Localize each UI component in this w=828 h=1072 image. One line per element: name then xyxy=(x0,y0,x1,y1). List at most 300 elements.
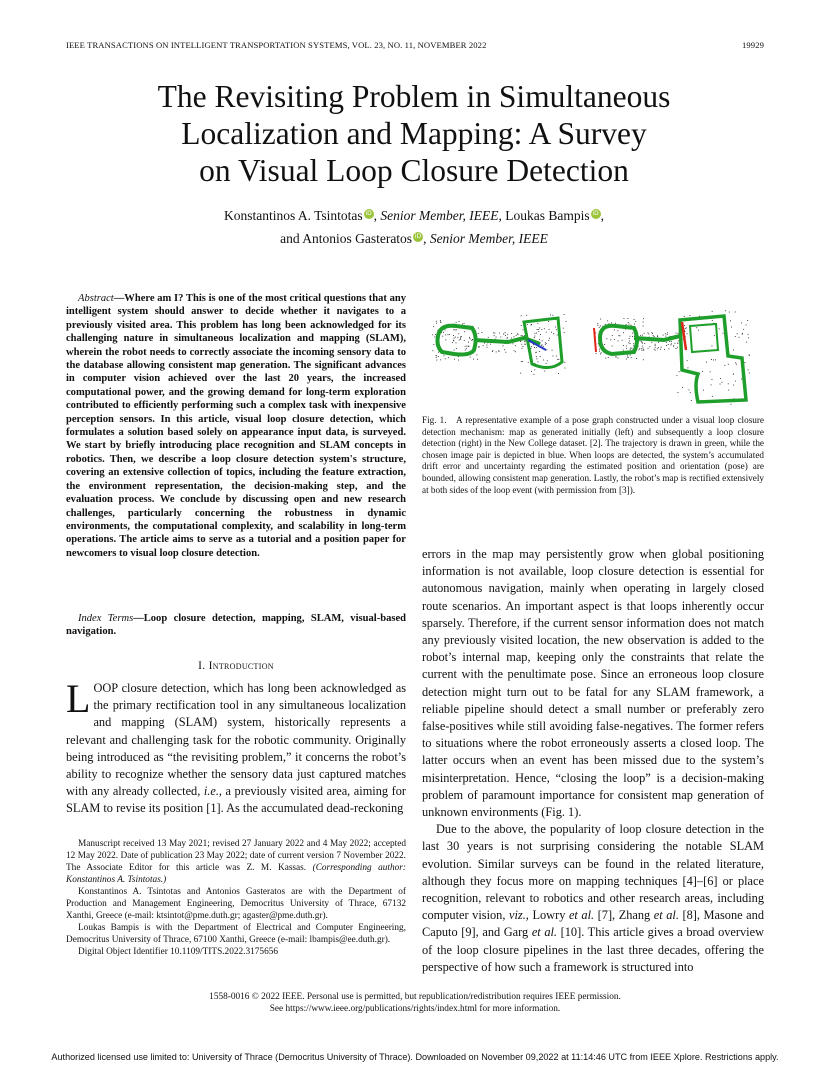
paper-title xyxy=(80,78,748,189)
map-point xyxy=(536,352,537,353)
trajectory xyxy=(438,316,747,402)
map-point xyxy=(457,337,458,338)
map-point xyxy=(612,335,613,336)
map-point xyxy=(551,332,552,333)
map-point xyxy=(486,345,487,346)
map-point xyxy=(535,333,536,334)
map-point xyxy=(733,385,734,386)
map-point xyxy=(749,373,750,374)
map-point xyxy=(605,324,606,325)
map-point xyxy=(550,315,551,316)
intro-ie: i.e., xyxy=(203,784,223,799)
map-point xyxy=(542,340,543,341)
map-point xyxy=(748,337,749,338)
map-point xyxy=(654,336,655,337)
author-role: Senior Member, IEEE xyxy=(380,208,499,223)
map-point xyxy=(552,350,553,351)
intro-text: closure detection, which has long been acknowledged as the primary rectification tool in any simultaneous localization and mapping (SLAM) system, historically represents a relevant and challenging task for the robotic community. Originally being introduced as “the revisiting problem,” it concerns the robot’s ability to recognize whether the sensory data just captured matches with any already collected, xyxy=(66,681,407,799)
footnote-affiliation-2: Loukas Bampis is with the Department of Electrical and Computer Engineering, Democritus University of Thrace, 67100 Xanthi, Greece (e-mail: lbampis@ee.duth.gr). xyxy=(66,923,406,945)
map-point xyxy=(445,334,446,335)
intro-paragraph xyxy=(66,676,407,818)
map-point xyxy=(487,347,488,348)
map-point xyxy=(523,329,524,330)
map-point xyxy=(521,335,522,336)
map-point xyxy=(723,333,724,334)
map-point xyxy=(544,371,545,372)
map-point xyxy=(564,362,565,363)
footnote-doi: Digital Object Identifier 10.1109/TITS.2022.3175656 xyxy=(78,947,279,957)
license-stamp: Authorized licensed use limited to: University of Thrace (Democritus University of Thrace). Downloaded on November 09,2022 at 11:14:46 UTC from IEEE Xplore. Restrictions apply. xyxy=(51,1052,779,1062)
map-point xyxy=(711,359,712,360)
map-point xyxy=(642,346,643,347)
map-point xyxy=(538,331,539,332)
map-point xyxy=(488,337,489,338)
map-point xyxy=(436,355,437,356)
author-line-2: and Antonios Gasteratos iD , Senior Member, IEEE xyxy=(280,231,548,246)
map-point xyxy=(470,338,471,339)
figure-caption xyxy=(422,415,764,496)
map-point xyxy=(478,328,479,329)
map-point xyxy=(494,333,495,334)
map-point xyxy=(741,322,742,323)
trajectory-corridor-right xyxy=(634,336,680,340)
map-point xyxy=(626,346,627,347)
map-point xyxy=(678,340,679,341)
map-point xyxy=(477,354,478,355)
abstract-label: Abstract xyxy=(78,293,114,304)
map-point xyxy=(459,340,460,341)
caption-label: Fig. 1. xyxy=(422,415,447,425)
abstract-dash: — xyxy=(113,293,125,304)
map-point xyxy=(635,321,636,322)
map-point xyxy=(546,343,547,344)
running-header: IEEE TRANSACTIONS ON INTELLIGENT TRANSPORTATION SYSTEMS, VOL. 23, NO. 11, NOVEMBER 2022 xyxy=(66,40,487,50)
map-point xyxy=(618,330,619,331)
map-point xyxy=(469,337,470,338)
map-point xyxy=(644,343,645,344)
map-point xyxy=(521,361,522,362)
map-point xyxy=(618,335,619,336)
map-point xyxy=(690,315,691,316)
map-point xyxy=(676,348,677,349)
map-point xyxy=(564,314,565,315)
map-point xyxy=(632,333,633,334)
footnote-corresponding: (Corresponding author: Konstantinos A. Tsintotas.) xyxy=(66,863,406,885)
map-point xyxy=(641,341,642,342)
index-terms-dash: — xyxy=(133,613,144,624)
map-point xyxy=(464,331,465,332)
map-point xyxy=(531,371,532,372)
map-point xyxy=(664,349,665,350)
footnotes xyxy=(66,838,406,958)
author-name: and Antonios Gasteratos xyxy=(280,231,413,246)
map-point xyxy=(454,350,455,351)
map-point xyxy=(546,349,547,350)
map-point xyxy=(608,357,609,358)
abstract xyxy=(66,292,406,560)
map-point xyxy=(456,348,457,349)
map-point xyxy=(643,359,644,360)
map-point xyxy=(507,337,508,338)
map-point xyxy=(655,350,656,351)
map-point xyxy=(436,360,437,361)
body-paragraph-2 xyxy=(422,821,764,976)
map-point xyxy=(599,351,600,352)
map-point xyxy=(445,330,446,331)
map-point xyxy=(539,339,540,340)
map-point xyxy=(729,312,730,313)
map-point xyxy=(632,336,633,337)
map-point xyxy=(438,352,439,353)
map-point xyxy=(606,338,607,339)
map-point xyxy=(534,336,535,337)
map-point xyxy=(712,346,713,347)
map-point xyxy=(668,348,669,349)
map-point xyxy=(555,327,556,328)
map-point xyxy=(514,350,515,351)
author-line-1: Konstantinos A. Tsintotas iD , Senior Member, IEEE, Loukas Bampis iD , xyxy=(223,208,605,223)
map-point xyxy=(629,341,630,342)
map-point xyxy=(742,334,743,335)
map-point xyxy=(466,348,467,349)
map-point xyxy=(610,339,611,340)
map-point xyxy=(712,320,713,321)
map-point xyxy=(444,355,445,356)
map-point xyxy=(599,327,600,328)
map-point xyxy=(745,362,746,363)
map-point xyxy=(557,359,558,360)
map-point xyxy=(521,348,522,349)
map-point xyxy=(553,333,554,334)
map-point xyxy=(499,333,500,334)
map-point xyxy=(456,329,457,330)
map-point xyxy=(626,324,627,325)
pose-graph-image xyxy=(428,292,764,408)
map-point xyxy=(713,360,714,361)
map-point xyxy=(666,342,667,343)
map-point xyxy=(522,361,523,362)
map-point xyxy=(596,353,597,354)
map-point xyxy=(677,347,678,348)
map-point xyxy=(601,352,602,353)
map-point xyxy=(748,369,749,370)
map-point xyxy=(477,359,478,360)
map-point xyxy=(540,356,541,357)
map-point xyxy=(651,332,652,333)
map-point xyxy=(534,337,535,338)
map-point xyxy=(539,351,540,352)
p2-etal: et al. xyxy=(568,908,595,923)
map-point xyxy=(513,343,514,344)
map-point xyxy=(494,335,495,336)
map-point xyxy=(731,327,732,328)
map-point xyxy=(728,390,729,391)
map-point xyxy=(538,329,539,330)
map-point xyxy=(651,342,652,343)
rectified-segment xyxy=(594,328,596,352)
map-point xyxy=(539,328,540,329)
map-point xyxy=(735,312,736,313)
map-point xyxy=(511,338,512,339)
map-point xyxy=(599,349,600,350)
map-point xyxy=(459,321,460,322)
map-point xyxy=(648,334,649,335)
map-point xyxy=(456,342,457,343)
author-role: Senior Member, IEEE xyxy=(429,231,548,246)
map-point xyxy=(458,333,459,334)
map-point xyxy=(521,344,522,345)
map-point xyxy=(605,358,606,359)
intro-first-word: OOP xyxy=(93,681,118,695)
map-point xyxy=(629,338,630,339)
footnote-received-text: Manuscript received 13 May 2021; revised 27 January 2022 and 4 May 2022; accepted 12 May 2022. Date of publication 23 May 2022; date of current version 7 November 2022. The Associate Editor for this article was Z. M. Kassas. xyxy=(66,839,406,873)
map-point xyxy=(710,371,711,372)
map-point xyxy=(690,392,691,393)
orcid-icon[interactable]: iD xyxy=(414,233,422,240)
map-point xyxy=(747,320,748,321)
map-point xyxy=(472,339,473,340)
map-point xyxy=(687,333,688,334)
map-point xyxy=(526,315,527,316)
map-point xyxy=(484,343,485,344)
map-point xyxy=(643,326,644,327)
map-point xyxy=(655,347,656,348)
map-point xyxy=(442,336,443,337)
map-point xyxy=(443,332,444,333)
p2-text-b: Lowry xyxy=(532,908,566,923)
map-point xyxy=(675,343,676,344)
map-point xyxy=(464,323,465,324)
map-point xyxy=(739,337,740,338)
map-point xyxy=(620,335,621,336)
map-point xyxy=(549,338,550,339)
map-point xyxy=(641,348,642,349)
p2-viz: viz., xyxy=(509,908,529,923)
map-point xyxy=(481,332,482,333)
map-point xyxy=(628,322,629,323)
map-point xyxy=(538,361,539,362)
map-point xyxy=(696,327,697,328)
map-point xyxy=(520,341,521,342)
map-point xyxy=(678,333,679,334)
map-point xyxy=(715,359,716,360)
map-point xyxy=(465,350,466,351)
map-point xyxy=(622,340,623,341)
map-point xyxy=(566,321,567,322)
map-point xyxy=(665,336,666,337)
map-point xyxy=(505,352,506,353)
section-number: I. xyxy=(198,660,206,672)
map-point xyxy=(505,332,506,333)
map-point xyxy=(548,321,549,322)
map-point xyxy=(655,344,656,345)
map-point xyxy=(436,323,437,324)
map-point xyxy=(712,396,713,397)
map-point xyxy=(440,359,441,360)
map-point xyxy=(626,348,627,349)
map-point xyxy=(735,336,736,337)
map-point xyxy=(536,333,537,334)
map-point xyxy=(552,315,553,316)
footnote-affiliation-1: Konstantinos A. Tsintotas and Antonios Gasteratos are with the Department of Production and Management Engineering, Democritus University of Thrace, 67132 Xanthi, Greece (e-mail: ktsintot@pme.duth.gr; agaster@pme.duth.gr). xyxy=(66,887,406,921)
map-point xyxy=(553,356,554,357)
map-point xyxy=(720,384,721,385)
map-point xyxy=(661,347,662,348)
map-point xyxy=(483,345,484,346)
map-point xyxy=(630,343,631,344)
map-point xyxy=(673,345,674,346)
map-point xyxy=(728,383,729,384)
map-point xyxy=(735,362,736,363)
map-point xyxy=(496,337,497,338)
map-point xyxy=(546,332,547,333)
map-point xyxy=(479,346,480,347)
map-point xyxy=(514,336,515,337)
map-point xyxy=(556,356,557,357)
map-point xyxy=(531,324,532,325)
map-point xyxy=(648,332,649,333)
map-point xyxy=(541,345,542,346)
map-point xyxy=(668,344,669,345)
map-point xyxy=(537,329,538,330)
map-point xyxy=(460,338,461,339)
index-terms-label: Index Terms xyxy=(78,613,134,624)
map-point xyxy=(640,335,641,336)
map-point xyxy=(633,345,634,346)
map-point xyxy=(615,323,616,324)
map-point xyxy=(677,343,678,344)
map-point xyxy=(445,340,446,341)
orcid-icon[interactable]: iD xyxy=(365,210,372,217)
map-point xyxy=(722,382,723,383)
map-point xyxy=(714,335,715,336)
map-point xyxy=(466,346,467,347)
map-point xyxy=(600,326,601,327)
map-point xyxy=(648,348,649,349)
map-point xyxy=(634,324,635,325)
map-point xyxy=(623,350,624,351)
map-point xyxy=(624,318,625,319)
caption-text: A representative example of a pose graph constructed under a visual loop closure detection mechanism: map as generated initially (left) and subsequently a loop closure detection (right) in the New College dataset. [2]. The trajectory is drawn in green, while the chosen image pair is depicted in blue. When loops are detected, the system’s accumulated drift error and uncertainty regarding the estimated position and orientation (pose) are bounded, allowing consistent map generation. Lastly, the robot’s map is rectified extensively at both sides of the loop event (with permission from [3]). xyxy=(422,415,764,495)
map-point xyxy=(522,335,523,336)
map-point xyxy=(492,350,493,351)
map-point xyxy=(597,323,598,324)
map-point xyxy=(643,348,644,349)
map-point xyxy=(490,344,491,345)
map-point xyxy=(438,356,439,357)
map-point xyxy=(440,322,441,323)
author-list xyxy=(80,204,748,250)
map-point xyxy=(698,330,699,331)
map-point xyxy=(607,320,608,321)
map-point xyxy=(537,323,538,324)
map-point xyxy=(643,322,644,323)
map-point xyxy=(534,347,535,348)
figure-pose-graph xyxy=(428,292,764,408)
map-point xyxy=(545,342,546,343)
map-point xyxy=(536,358,537,359)
map-point xyxy=(682,387,683,388)
map-point xyxy=(464,340,465,341)
map-point xyxy=(449,334,450,335)
copyright-notice xyxy=(66,991,764,1015)
map-point xyxy=(611,322,612,323)
section-heading xyxy=(66,660,406,672)
map-point xyxy=(639,349,640,350)
map-point xyxy=(663,335,664,336)
map-point xyxy=(503,345,504,346)
copyright-line-1: 1558-0016 © 2022 IEEE. Personal use is permitted, but republication/redistribution requires IEEE permission. xyxy=(209,992,621,1002)
map-point xyxy=(657,348,658,349)
index-terms xyxy=(66,612,406,639)
map-point xyxy=(504,349,505,350)
copyright-line-2: See https://www.ieee.org/publications/rights/index.html for more information. xyxy=(269,1004,561,1014)
map-point xyxy=(685,328,686,329)
map-point xyxy=(618,341,619,342)
map-point xyxy=(564,332,565,333)
title-line: The Revisiting Problem in Simultaneous xyxy=(157,79,671,114)
map-point xyxy=(628,342,629,343)
map-point xyxy=(649,346,650,347)
map-point xyxy=(453,329,454,330)
index-terms-text: Loop closure detection, mapping, SLAM, visual-based navigation. xyxy=(66,613,406,638)
map-point xyxy=(623,345,624,346)
map-point xyxy=(687,360,688,361)
p2-text-d: [8], Masone and Caputo [9], and Garg xyxy=(422,908,765,940)
footnote-received xyxy=(66,838,406,886)
map-point xyxy=(524,341,525,342)
map-point xyxy=(515,345,516,346)
map-point xyxy=(667,334,668,335)
map-point xyxy=(507,334,508,335)
map-point xyxy=(468,342,469,343)
map-point xyxy=(521,325,522,326)
map-point xyxy=(598,325,599,326)
map-point xyxy=(618,358,619,359)
map-point xyxy=(657,335,658,336)
map-point xyxy=(711,384,712,385)
map-point xyxy=(540,334,541,335)
map-point xyxy=(465,346,466,347)
map-point xyxy=(684,325,685,326)
body-paragraph-1: errors in the map may persistently grow when global positioning information is not available, loop closure detection is essential for autonomous navigation, mainly when operating in largely closed route scenarios. An important aspect is that loops inherently occur sparsely. Therefore, if the current sensor information does not match any previously visited location, the new observation is added to the robot’s internal map, keeping only the constraints that relate the current with the penultimate pose. Since an erroneous loop closure detection might turn out to be fatal for any SLAM framework, a reliable pipeline should detect a small number or preferably zero false-positives while still avoiding false-negatives. The former refers to situations where the robot erroneously asserts a closed loop. The latter occurs when an event has been missed due to the system’s misinterpretation. Hence, “closing the loop” is a decision-making problem of paramount importance for consistent map generation of unknown environments (Fig. 1). xyxy=(422,547,764,820)
map-point xyxy=(534,374,535,375)
map-point xyxy=(671,343,672,344)
map-point xyxy=(679,371,680,372)
map-point xyxy=(735,381,736,382)
map-point xyxy=(541,329,542,330)
map-point xyxy=(531,346,532,347)
map-point xyxy=(643,318,644,319)
map-point xyxy=(634,319,635,320)
map-point xyxy=(628,357,629,358)
orcid-icon[interactable]: iD xyxy=(592,210,599,217)
map-point xyxy=(521,315,522,316)
map-point xyxy=(507,338,508,339)
map-point xyxy=(631,325,632,326)
map-point xyxy=(658,347,659,348)
map-point xyxy=(536,356,537,357)
map-point xyxy=(436,357,437,358)
map-point xyxy=(631,357,632,358)
map-point xyxy=(440,320,441,321)
map-point xyxy=(629,324,630,325)
map-point xyxy=(614,329,615,330)
p2-text-c: [7], Zhang xyxy=(597,908,651,923)
map-point xyxy=(557,335,558,336)
p2-etal: et al. xyxy=(531,925,558,940)
map-point xyxy=(669,341,670,342)
